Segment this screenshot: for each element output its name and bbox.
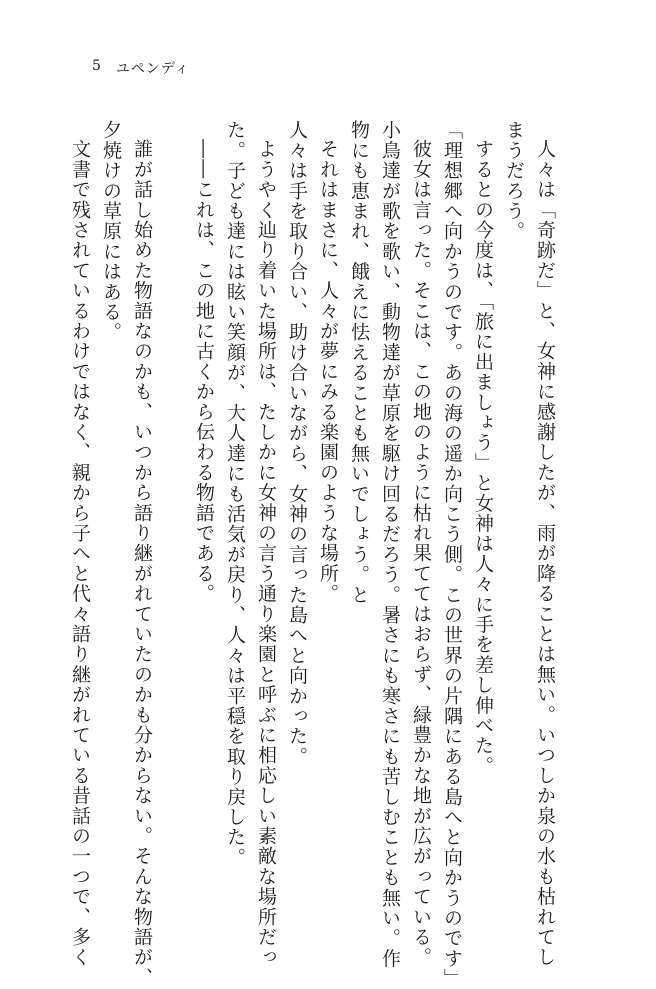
running-title: ユペンディ: [115, 61, 190, 77]
text-line: 物にも恵まれ、餓えに怯えることも無いでしょう。と: [348, 120, 370, 605]
text-line: ――これは、この地に古くから伝わる物語である。: [193, 139, 215, 604]
text-line: それはまさに、人々が夢にみる楽園のような場所。: [317, 139, 339, 604]
text-line: 人々は手を取り合い、助け合いながら、女神の言った島へと向かった。: [286, 120, 308, 767]
page-number: 5: [92, 58, 102, 74]
text-line: 文書で残されているわけではなく、親から子へと代々語り継がれている昔話の一つで、多く: [69, 139, 91, 968]
text-line: まうだろう。: [503, 120, 525, 242]
text-line: 彼女は言った。そこは、この地のように枯れ果ててはおらず、緑豊かな地が広がっている。: [410, 139, 432, 968]
body-text: [64, 120, 560, 989]
text-line: た。子ども達には眩い笑顔が、大人達にも活気が戻り、人々は平穏を取り戻した。: [224, 120, 246, 868]
text-line: するとの今度は、「旅に出ましょう」と女神は人々に手を差し伸べた。: [472, 139, 494, 776]
text-line: 誰が話し始めた物語なのかも、いつから語り継がれていたのかも分からない。そんな物語が、: [131, 139, 153, 988]
text-line: 夕焼けの草原にはある。: [100, 120, 122, 343]
running-head: [92, 58, 190, 78]
text-line: 小鳥達が歌を歌い、動物達が草原を駆け回るだろう。暑さにも寒さにも苦しむことも無い。作: [379, 120, 401, 969]
text-line: 「理想郷へ向かうのです。あの海の遥か向こう側。この世界の片隅にある島へと向かうのです」: [441, 120, 463, 989]
text-line: 人々は「奇跡だ」と、女神に感謝したが、雨が降ることは無い。いつしか泉の水も枯れてし: [534, 139, 556, 968]
text-line: ようやく辿り着いた場所は、たしかに女神の言う通り楽園と呼ぶに相応しい素敵な場所だっ: [255, 139, 277, 968]
